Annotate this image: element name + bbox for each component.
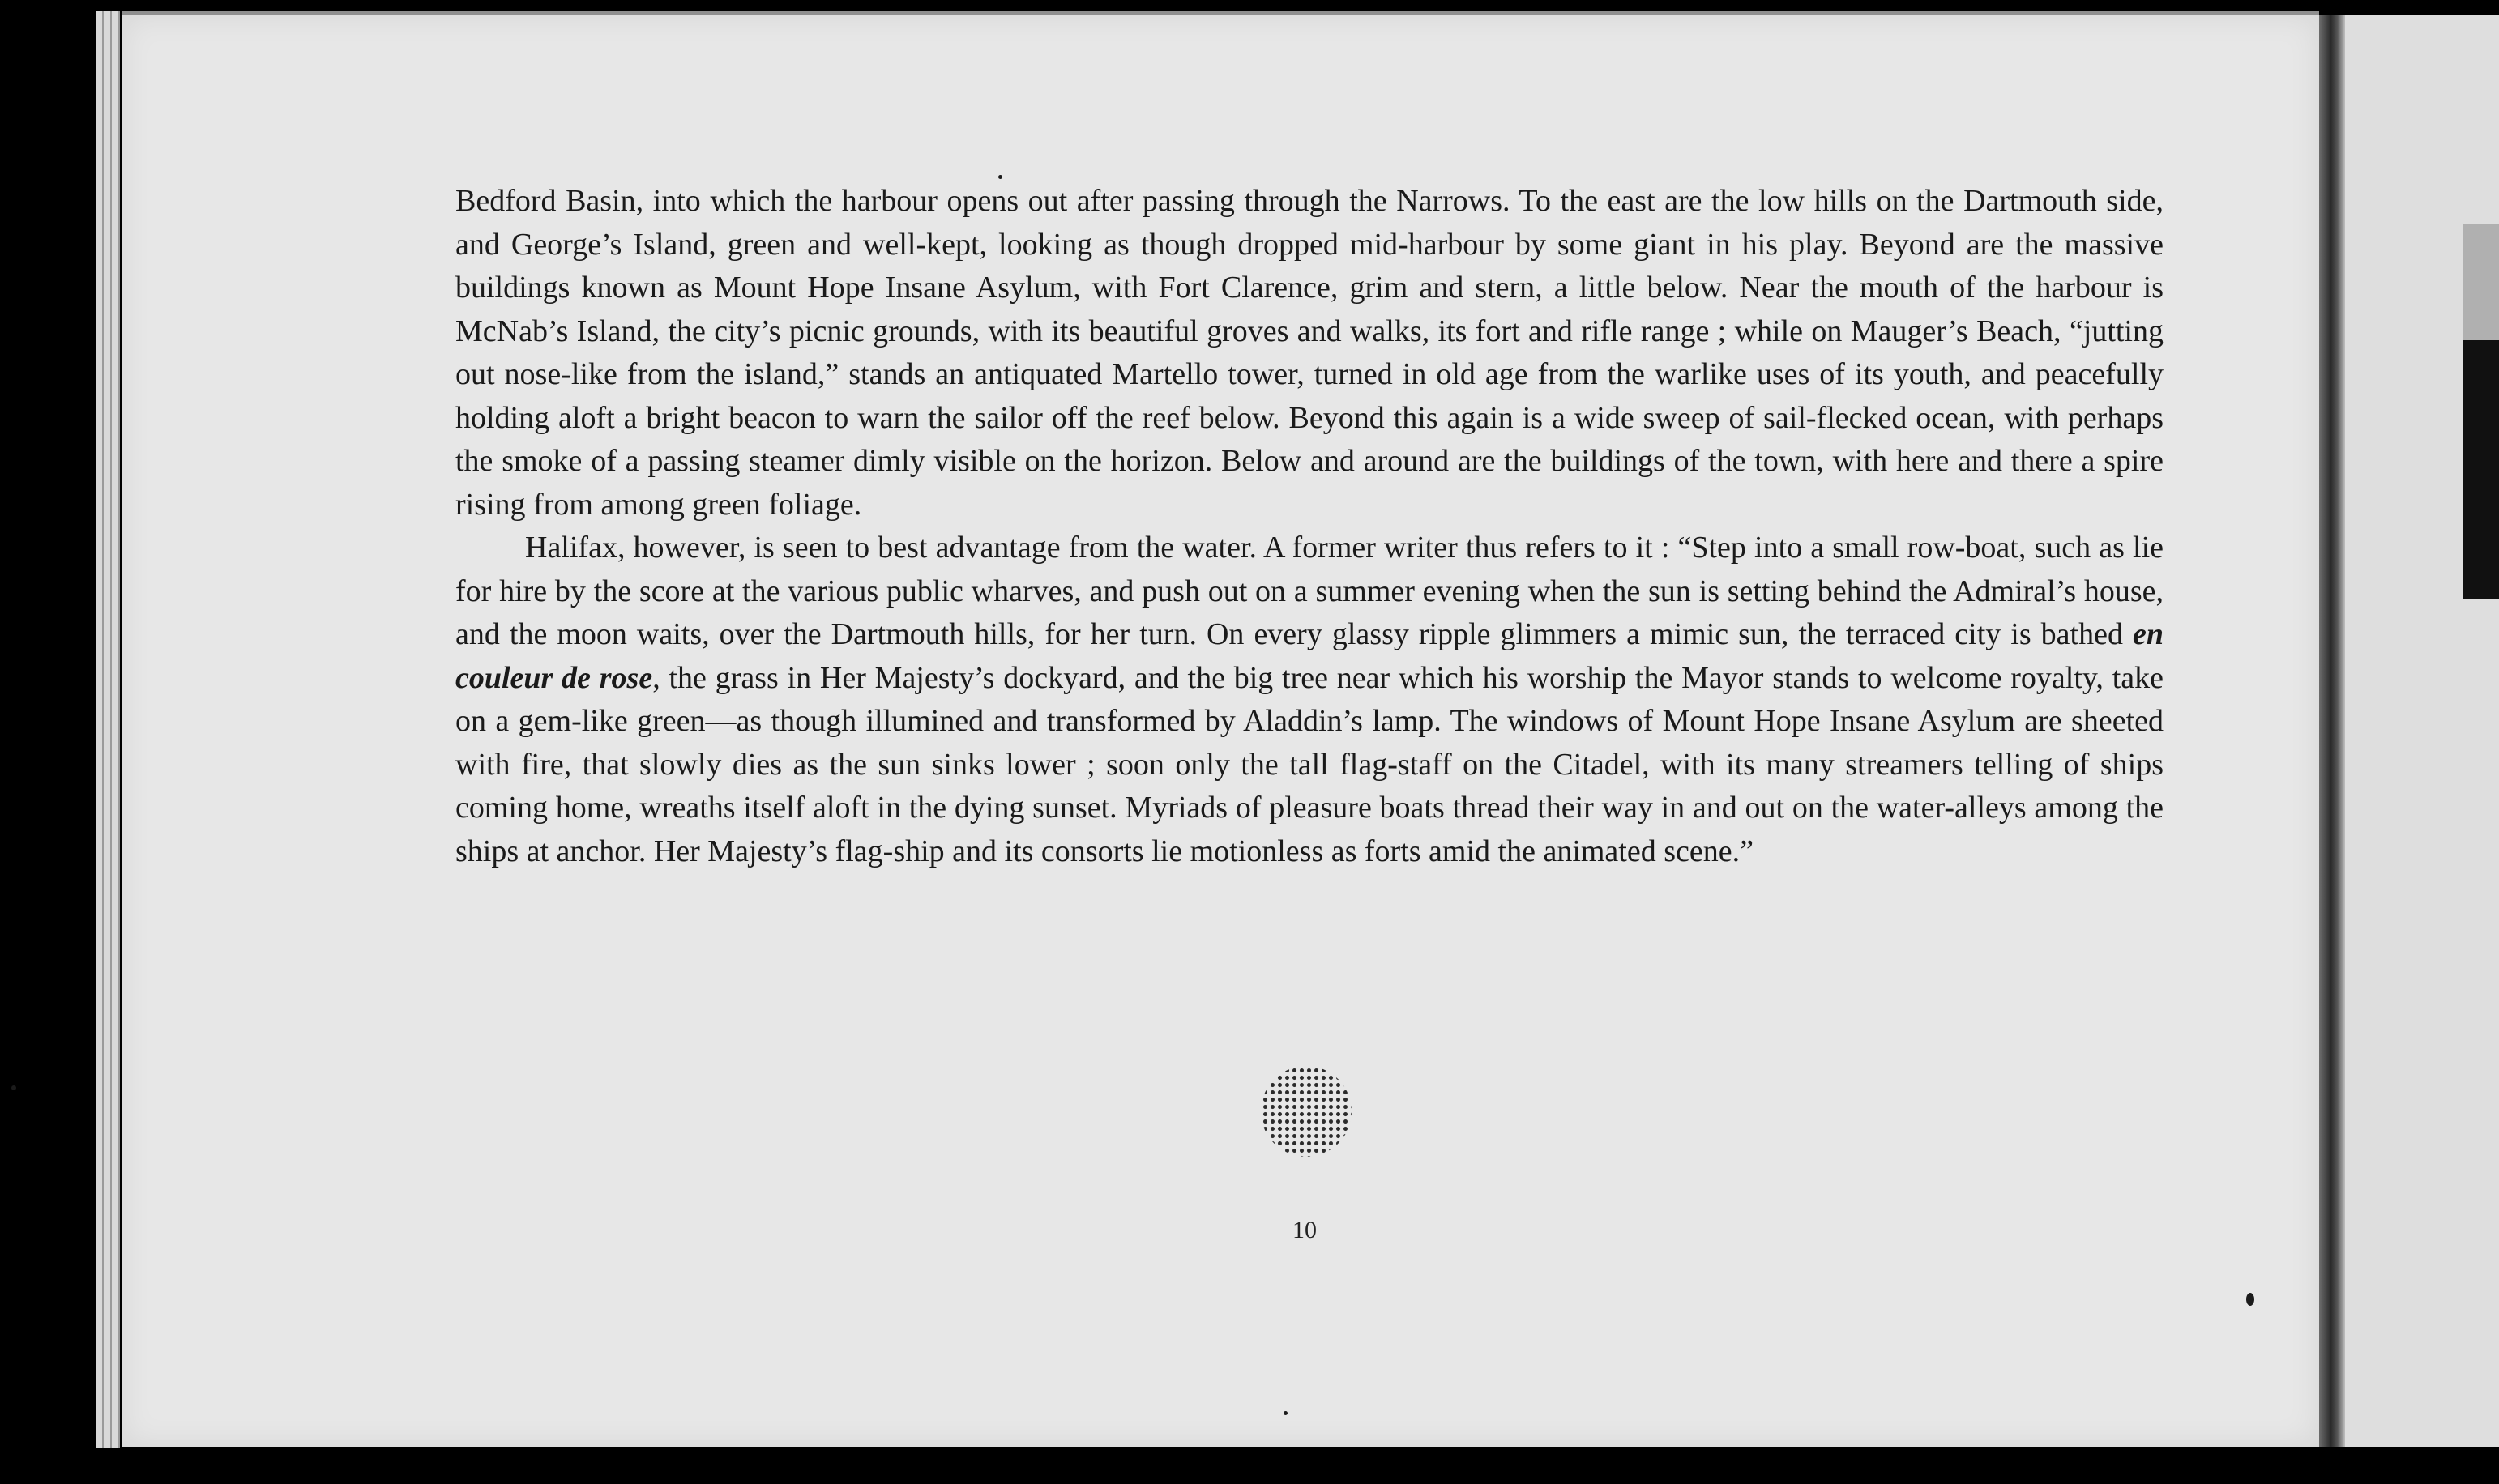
- ink-speck: [2246, 1293, 2254, 1306]
- paragraph-2-text-start: Halifax, however, is seen to best advantage from the water. A former writer thus refers to it : “Step into a small row-boat, such as lie for hire by the score at the various public wharves, and push out on a summer evening when the sun is setting behind the Admiral’s house, and the moon waits, over the Dartmouth hills, for her turn. On every glassy ripple glimmers a mimic sun, the terraced city is bathed: [455, 531, 2164, 651]
- paragraph-2: [455, 527, 2164, 873]
- halftone-dot-circle-icon: [1261, 1066, 1352, 1157]
- page-number: 10: [1292, 1217, 1317, 1243]
- ink-speck: [1284, 1411, 1288, 1415]
- page-edge: [104, 11, 112, 1448]
- ink-speck: [11, 1085, 16, 1090]
- facing-page-dark-block: [2463, 340, 2499, 599]
- paragraph-1: [455, 180, 2164, 527]
- paragraph-1-text: Bedford Basin, into which the harbour opens out after passing through the Narrows. To the east are the low hills on the Dartmouth side, and George’s Island, green and well-kept, looking as though dropped mid-harbour by some giant in his play. Beyond are the massive buildings known as Mount Hope Insane Asylum, with Fort Clarence, grim and stern, a little below. Near the mouth of the harbour is McNab’s Island, the city’s picnic grounds, with its beautiful groves and walks, its fort and rifle range ; while on Mauger’s Beach, “jutting out nose-like from the island,” stands an antiquated Martello tower, turned in old age from the warlike uses of its youth, and peacefully holding aloft a bright beacon to warn the sailor off the reef below. Beyond this again is a wide sweep of sail-flecked ocean, with perhaps the smoke of a passing steamer dimly visible on the horizon. Below and around are the buildings of the town, with here and there a spire rising from among green foliage.: [455, 184, 2164, 522]
- page-edge: [112, 11, 120, 1448]
- paragraph-2-text-end: , the grass in Her Majesty’s dockyard, and the big tree near which his worship the Mayor stands to welcome royalty, take on a gem-like green—as though illumined and transformed by Aladdin’s lamp. The windows of Mount Hope Insane Asylum are sheeted with fire, that slowly dies as the sun sinks lower ; soon only the tall flag-staff on the Citadel, with its many streamers telling of ships coming home, wreaths itself aloft in the dying sunset. Myriads of pleasure boats thread their way in and out on the water-alleys among the ships at anchor. Her Majesty’s flag-ship and its consorts lie motionless as forts amid the animated scene.”: [455, 660, 2164, 868]
- page-edge: [96, 11, 104, 1448]
- ink-speck: [998, 175, 1002, 179]
- book-gutter: [2319, 15, 2345, 1447]
- body-text: [455, 180, 2164, 873]
- italic-phrase: en couleur de rose: [455, 617, 2164, 695]
